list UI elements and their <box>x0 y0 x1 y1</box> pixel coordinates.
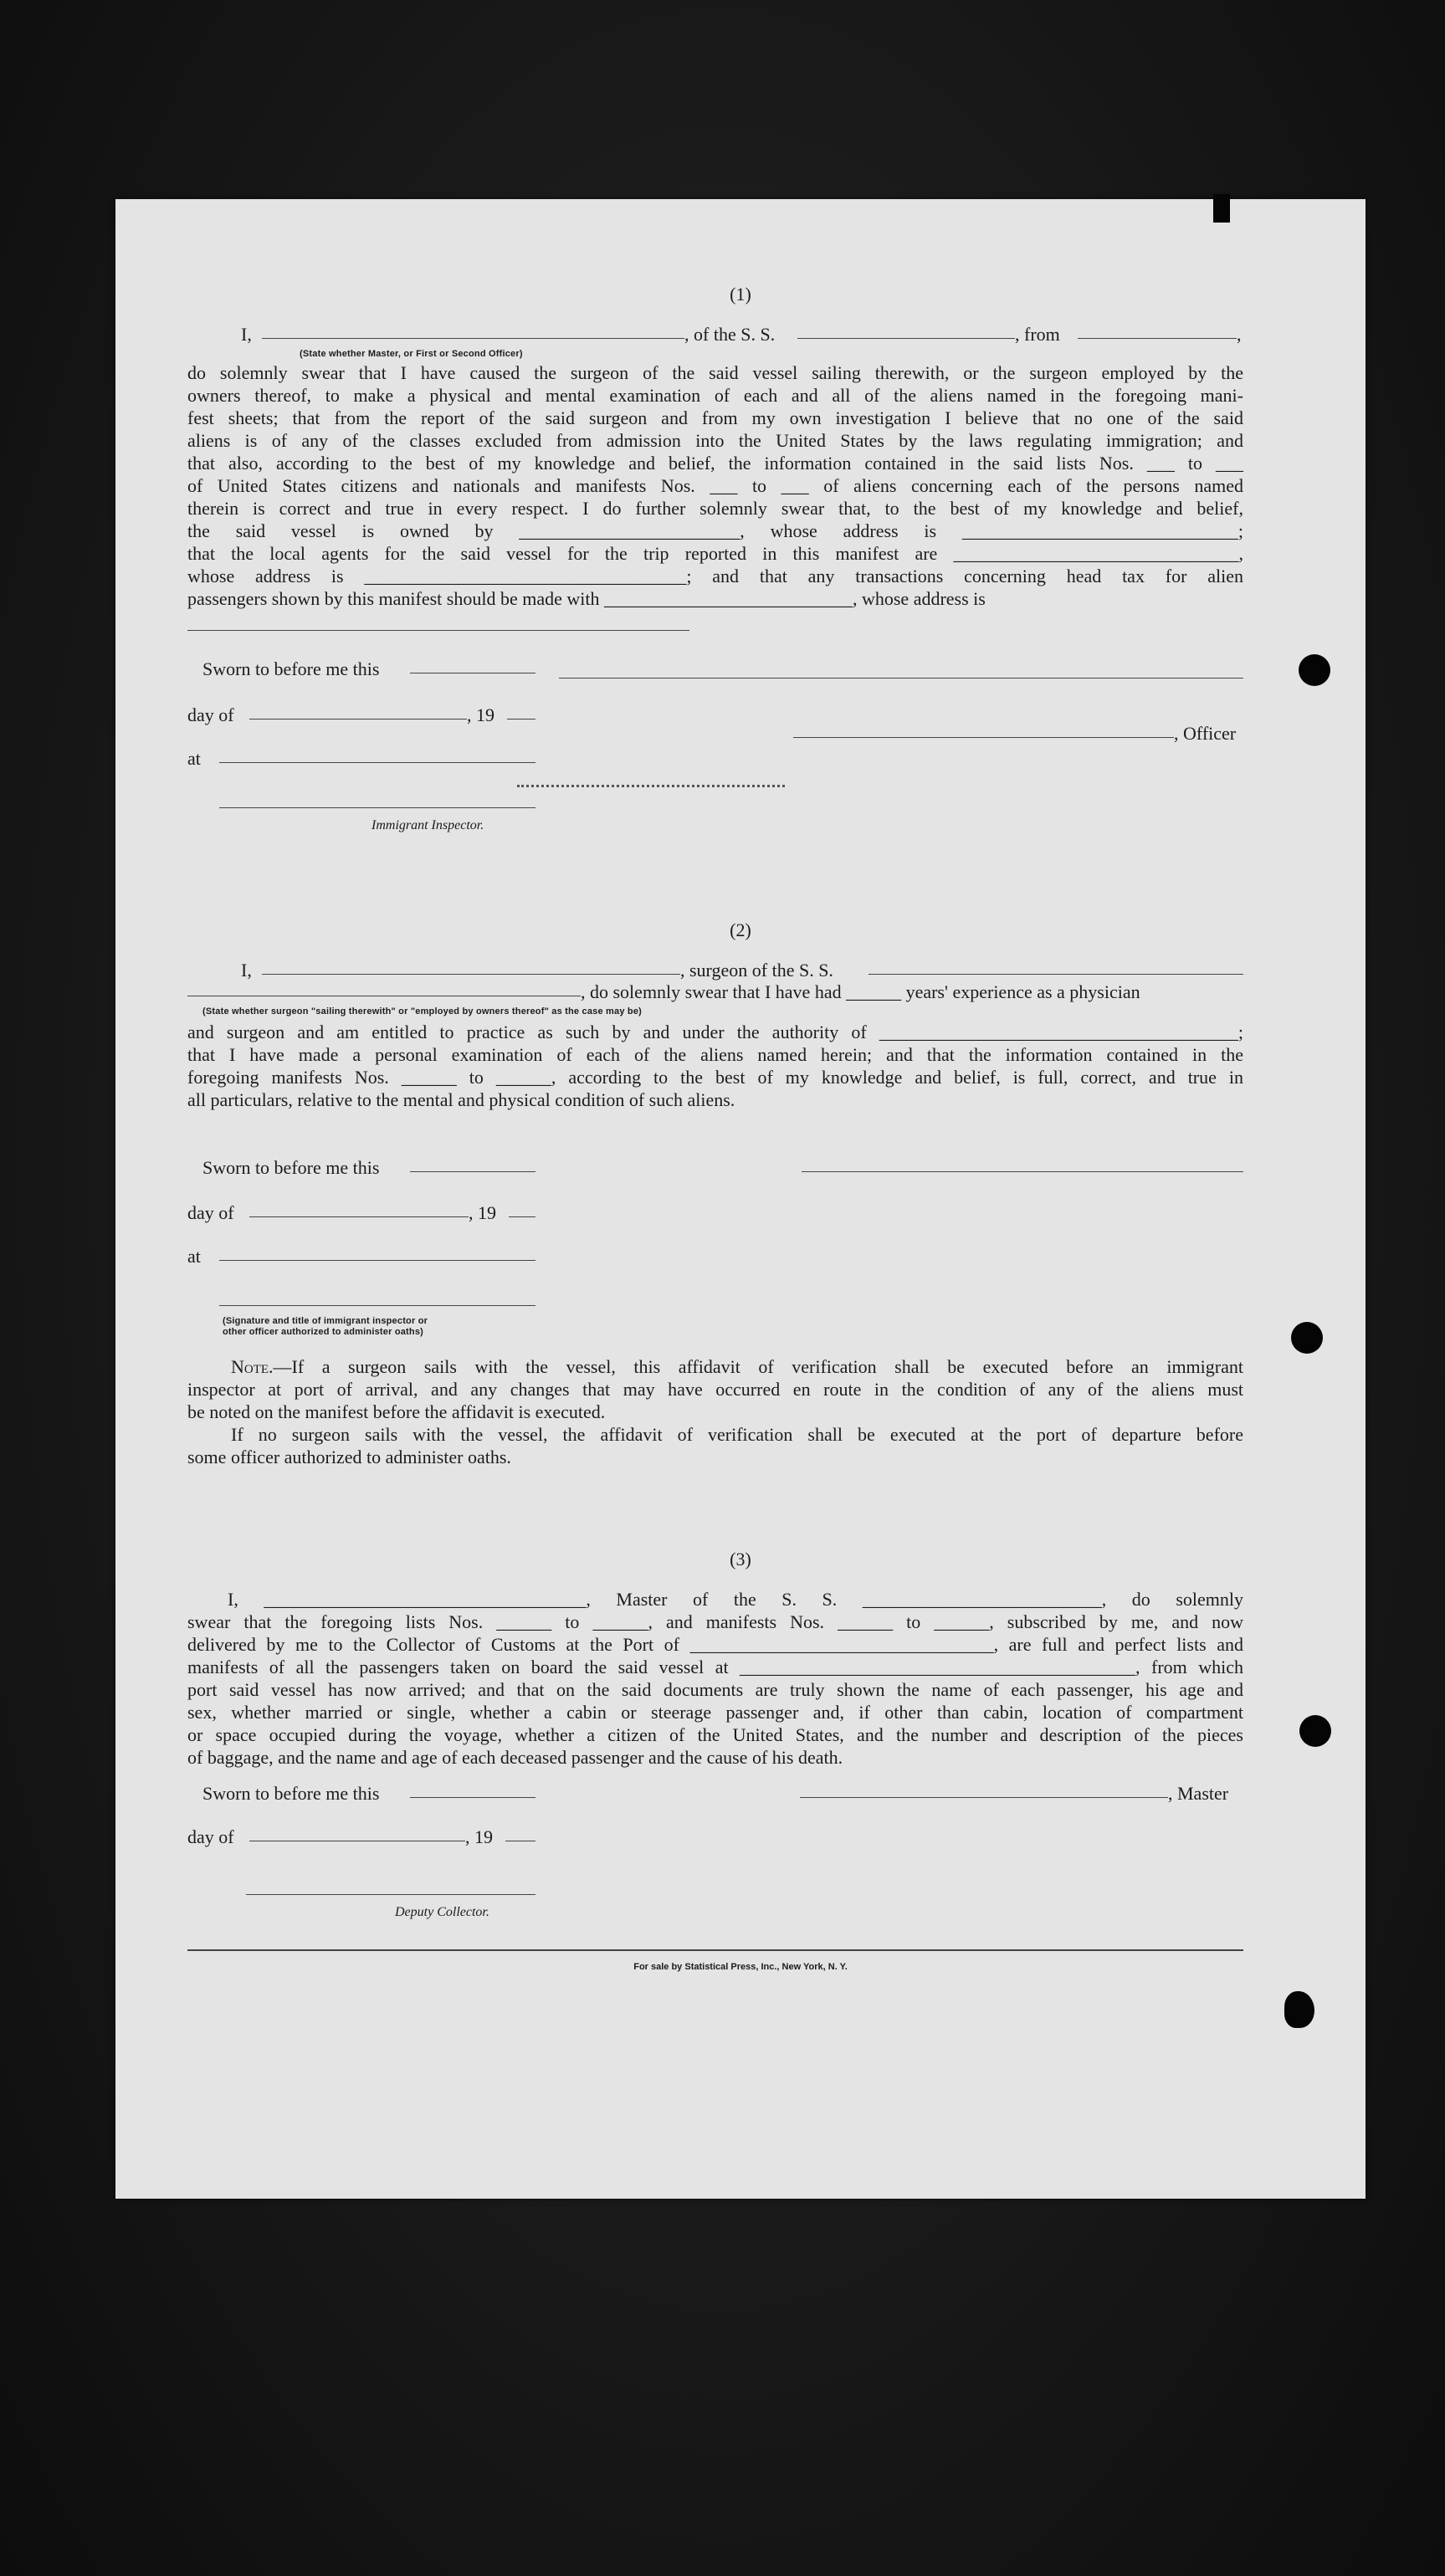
at-place-blank[interactable] <box>219 762 535 763</box>
oath-line: owners thereof, to make a physical and mental examination of each and all of the aliens named in the foregoing mani- <box>187 385 1243 406</box>
signature-caption-line-1: (Signature and title of immigrant inspector or <box>223 1316 428 1326</box>
officer-label: , Officer <box>1174 723 1237 744</box>
note-line-1 <box>187 1355 1243 1378</box>
section-2-oath-text <box>187 1021 1243 1111</box>
oath-line: and surgeon and am entitled to practice as such by and under the authority of _______________________________________; <box>187 1022 1243 1042</box>
dotted-separator <box>517 785 785 787</box>
oath-line: manifests of all the passengers taken on board the said vessel at ___________________________________________, from which <box>187 1657 1243 1677</box>
surgeon-type-caption: (State whether surgeon "sailing therewith" or "employed by owners thereof" as the case may be) <box>202 1006 643 1017</box>
oath-line: of United States citizens and nationals and manifests Nos. ___ to ___ of aliens concerning each of the persons named <box>187 475 1243 496</box>
signature-caption-line-2: other officer authorized to administer oaths) <box>223 1327 424 1337</box>
punch-hole <box>1299 1715 1331 1747</box>
day-of-label: day of <box>187 704 234 725</box>
publisher-footer: For sale by Statistical Press, Inc., New York, N. Y. <box>633 1962 848 1972</box>
section-3-number: (3) <box>730 1549 751 1570</box>
officer-signature-blank[interactable] <box>793 737 1174 738</box>
section-1-oath-text <box>187 361 1243 610</box>
year-label: , 19 <box>465 1826 493 1847</box>
year-label: , 19 <box>467 704 494 725</box>
section-1-number: (1) <box>730 284 751 305</box>
at-label: at <box>187 748 201 769</box>
sworn-label: Sworn to before me this <box>202 658 380 679</box>
oath-line: aliens is of any of the classes excluded from admission into the United States by the laws regulating immigration; and <box>187 430 1243 451</box>
oath-line: fest sheets; that from the report of the said surgeon and from my own investigation I believe that no one of the said <box>187 407 1243 428</box>
section-1-lead: I, <box>241 324 252 345</box>
oath-line: delivered by me to the Collector of Customs at the Port of _________________________________, are full and perfect lists and <box>187 1634 1243 1655</box>
of-ss-label: , of the S. S. <box>684 324 776 345</box>
year-label: , 19 <box>469 1202 496 1223</box>
at-label: at <box>187 1246 201 1267</box>
sworn-label: Sworn to before me this <box>202 1783 380 1804</box>
sworn-date-blank[interactable] <box>410 1171 535 1172</box>
oath-line: do solemnly swear that I have caused the surgeon of the said vessel sailing therewith, or the surgeon employed by the <box>187 362 1243 383</box>
day-blank[interactable] <box>249 719 467 720</box>
surgeon-note <box>187 1355 1243 1468</box>
day-of-label: day of <box>187 1826 234 1847</box>
inspector-caption: Immigrant Inspector. <box>371 818 484 832</box>
officer-name-blank[interactable] <box>262 338 684 339</box>
experience-line: , do solemnly swear that I have had ______ years' experience as a physician <box>581 981 1140 1002</box>
oath-line: port said vessel has now arrived; and that on the said documents are truly shown the name of each passenger, his age and <box>187 1679 1243 1700</box>
sworn-label: Sworn to before me this <box>202 1157 380 1178</box>
comma: , <box>1237 324 1242 345</box>
section-2-number: (2) <box>730 919 751 940</box>
master-label: , Master <box>1168 1783 1229 1804</box>
oath-line: I, ___________________________________, Master of the S. S. __________________________, do solemnly <box>228 1589 1243 1610</box>
surgeon-name-blank[interactable] <box>262 974 680 975</box>
inspector-signature-blank[interactable] <box>219 1305 535 1306</box>
punch-hole <box>1291 1322 1323 1354</box>
note-line: some officer authorized to administer oaths. <box>187 1447 511 1467</box>
surgeon-vessel-blank[interactable] <box>869 974 1243 975</box>
oath-line: whose address is ___________________________________; and that any transactions concerning head tax for alien <box>187 566 1243 586</box>
note-line: be noted on the manifest before the affidavit is executed. <box>187 1401 606 1422</box>
oath-line: that also, according to the best of my knowledge and belief, the information contained in the said lists Nos. ___ to ___ <box>187 453 1243 474</box>
vessel-name-blank[interactable] <box>797 338 1015 339</box>
oath-line: therein is correct and true in every respect. I do further solemnly swear that, to the best of my knowledge and belief, <box>187 498 1243 519</box>
punch-hole <box>1284 1991 1314 2028</box>
oath-line: the said vessel is owned by ________________________, whose address is ______________________________; <box>187 520 1243 541</box>
oath-line: passengers shown by this manifest should be made with ___________________________, whose address is <box>187 588 986 609</box>
officer-rank-caption: (State whether Master, or First or Second Officer) <box>300 349 523 359</box>
oath-line: sex, whether married or single, whether a cabin or steerage passenger and, if other than cabin, location of compartment <box>187 1702 1243 1723</box>
deputy-caption: Deputy Collector. <box>395 1905 489 1919</box>
signature-line[interactable] <box>559 678 1243 679</box>
oath-line: or space occupied during the voyage, whether a citizen of the United States, and the number and description of the pieces <box>187 1724 1243 1745</box>
sworn-date-blank[interactable] <box>410 1797 535 1798</box>
oath-line: that I have made a personal examination of each of the aliens named herein; and that the information contained in the <box>187 1044 1243 1065</box>
manifest-affidavit-page <box>115 199 1366 2199</box>
note-text: —If a surgeon sails with the vessel, this affidavit of verification shall be executed before an immigrant <box>273 1356 1243 1377</box>
from-port-blank[interactable] <box>1078 338 1237 339</box>
surgeon-signature-blank[interactable] <box>802 1171 1243 1172</box>
day-blank[interactable] <box>249 1216 469 1217</box>
footer-rule <box>187 1949 1243 1951</box>
year-blank[interactable] <box>507 719 535 720</box>
note-line: inspector at port of arrival, and any changes that may have occurred en route in the condition of any of the aliens must <box>187 1379 1243 1400</box>
inspector-signature-blank[interactable] <box>219 807 535 808</box>
year-blank[interactable] <box>509 1216 535 1217</box>
oath-line: that the local agents for the said vessel for the trip reported in this manifest are _______________________________, <box>187 543 1243 564</box>
note-line: If no surgeon sails with the vessel, the affidavit of verification shall be executed at the port of departure before <box>231 1424 1243 1445</box>
staple-mark <box>1213 194 1230 223</box>
master-signature-blank[interactable] <box>800 1797 1168 1798</box>
address-continuation-blank[interactable] <box>187 630 689 631</box>
note-label: Note. <box>231 1356 274 1377</box>
oath-line: all particulars, relative to the mental and physical condition of such aliens. <box>187 1089 735 1110</box>
oath-line: of baggage, and the name and age of each deceased passenger and the cause of his death. <box>187 1747 843 1768</box>
section-3-oath-text <box>187 1588 1243 1769</box>
deputy-signature-blank[interactable] <box>246 1894 535 1895</box>
oath-line: foregoing manifests Nos. ______ to ______, according to the best of my knowledge and belief, is full, correct, and true in <box>187 1067 1243 1088</box>
from-label: , from <box>1015 324 1060 345</box>
surgeon-of-label: , surgeon of the S. S. <box>680 960 833 981</box>
section-2-lead: I, <box>241 960 252 981</box>
punch-hole <box>1299 654 1330 686</box>
day-of-label: day of <box>187 1202 234 1223</box>
at-place-blank[interactable] <box>219 1260 535 1261</box>
oath-line: swear that the foregoing lists Nos. ______ to ______, and manifests Nos. ______ to ______, subscribed by me, and now <box>187 1611 1243 1632</box>
